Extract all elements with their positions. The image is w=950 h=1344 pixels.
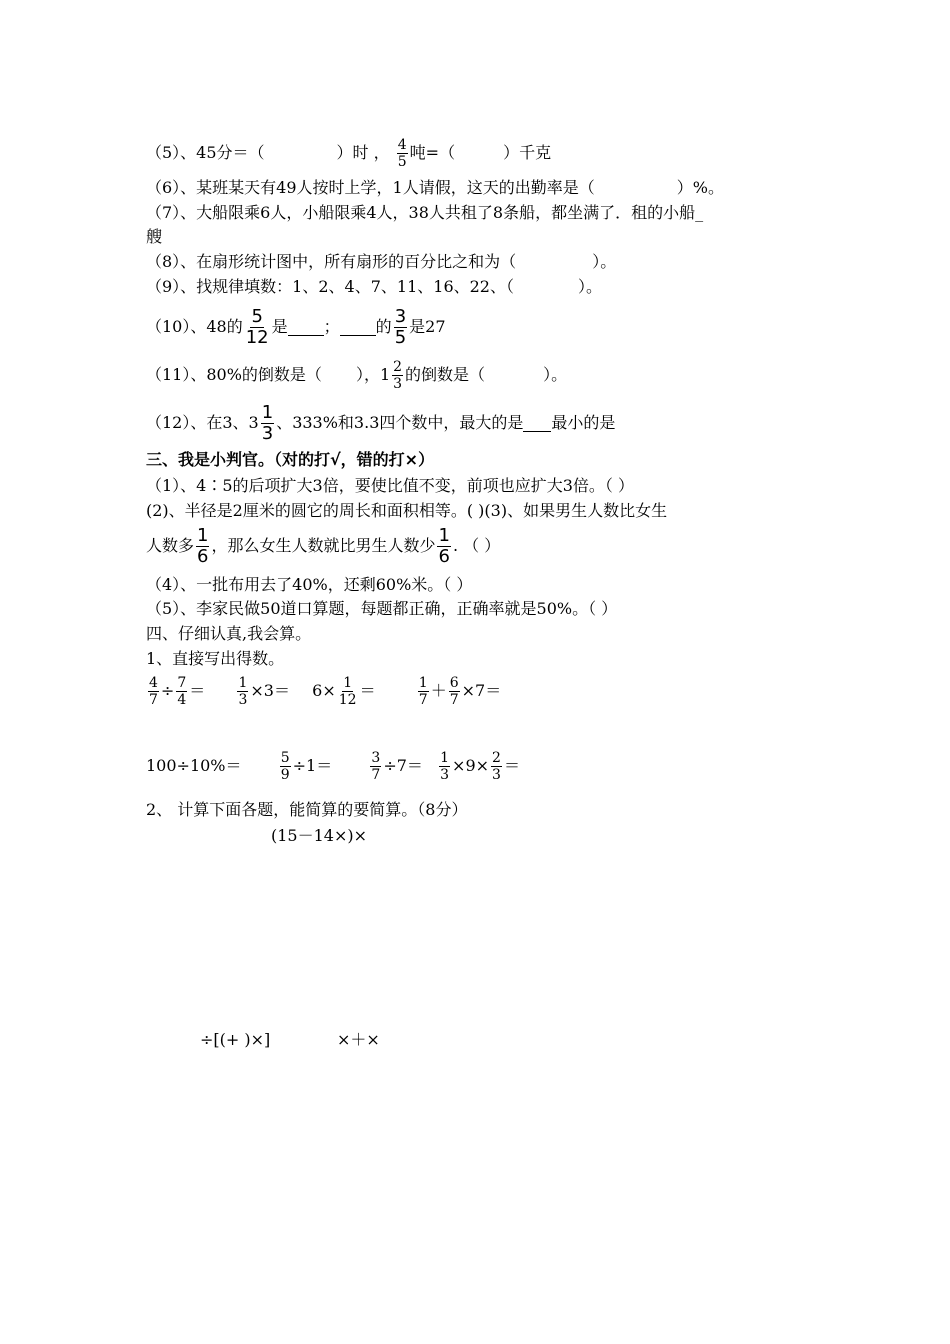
question-8: （8）、在扇形统计图中，所有扇形的百分比之和为（ ）。 — [146, 252, 617, 271]
fraction: $\frac{3}{5}$ — [394, 306, 407, 348]
calc-row-2: 100÷10%＝ $\frac{5}{9}$ ÷1＝ $\frac{3}{7}$ ÷7＝ $\frac{1}{3}$ ×9× $\frac{2}{3}$ ＝ — [146, 750, 520, 783]
expression-3: ×＋× — [337, 1030, 380, 1049]
section-4-title: 四、仔细认真,我会算。 — [146, 624, 312, 643]
fraction: $\frac{1}{6}$ — [438, 525, 450, 567]
fraction: $\frac{1}{7}$ — [418, 675, 428, 708]
fraction: $\frac{2}{3}$ — [393, 359, 403, 392]
fraction: $\frac{1}{3}$ — [261, 402, 274, 444]
expression-1: (15－14×)× — [271, 826, 368, 845]
calc-row-1: $\frac{4}{7}$ ÷ $\frac{7}{4}$ ＝ $\frac{1}{3}$ ×3＝ 6× $\frac{1}{12}$ ＝ $\frac{1}{7}$ ＋ $\frac{6}{7}$ ×7＝ — [149, 675, 502, 708]
judge-5: （5）、李家民做50道口算题，每题都正确，正确率就是50%。（ ） — [146, 599, 618, 618]
answer-blank[interactable] — [523, 415, 551, 432]
fraction: $\frac{4}{5}$ — [397, 137, 407, 170]
calc-1-title: 1、直接写出得数。 — [146, 649, 285, 668]
question-7: （7）、大船限乘6人，小船限乘4人，38人共租了8条船，都坐满了．租的小船_ — [146, 203, 704, 222]
question-10: （10）、48的 $\frac{5}{12}$ 是 ； 的 $\frac{3}{5}$ 是27 — [146, 306, 446, 348]
judge-1: （1）、4∶5的后项扩大3倍，要使比值不变，前项也应扩大3倍。（ ） — [146, 476, 634, 495]
fraction: $\frac{1}{3}$ — [238, 675, 248, 708]
fraction: $\frac{4}{7}$ — [149, 675, 158, 708]
judge-2: (2)、半径是2厘米的圆它的周长和面积相等。( )(3)、如果男生人数比女生 — [146, 501, 668, 520]
question-12: （12）、在3、3 $\frac{1}{3}$ 、333%和3.3四个数中，最大的是 最小的是 — [146, 402, 616, 444]
fraction: $\frac{5}{9}$ — [280, 750, 290, 783]
fraction: $\frac{1}{3}$ — [440, 750, 450, 783]
question-11: （11）、80%的倒数是（ ），1 $\frac{2}{3}$ 的倒数是（ ）。 — [146, 359, 568, 392]
fraction: $\frac{1}{12}$ — [338, 675, 357, 708]
question-6: （6）、某班某天有49人按时上学，1人请假，这天的出勤率是（ ）%。 — [146, 178, 724, 197]
fraction: $\frac{2}{3}$ — [492, 750, 501, 783]
judge-3: 人数多 $\frac{1}{6}$ ，那么女生人数就比男生人数少 $\frac{1}{6}$ . （ ） — [146, 525, 501, 567]
question-7-cont: 艘 — [146, 227, 163, 246]
answer-blank[interactable] — [288, 319, 324, 336]
question-9: （9）、找规律填数：1、2、4、7、11、16、22、（ ）。 — [146, 277, 602, 296]
expression-2: ÷[(+ )×] — [200, 1030, 271, 1049]
calc-2-title: 2、 计算下面各题，能简算的要简算。（8分） — [146, 800, 468, 819]
fraction: $\frac{5}{12}$ — [245, 306, 269, 348]
fraction: $\frac{3}{7}$ — [371, 750, 381, 783]
fraction: $\frac{6}{7}$ — [449, 675, 459, 708]
question-5: （5）、45分＝（ ）时 ， $\frac{4}{5}$ 吨=（ ）千克 — [146, 137, 552, 170]
answer-blank[interactable] — [340, 319, 376, 336]
fraction: $\frac{1}{6}$ — [197, 525, 209, 567]
fraction: $\frac{7}{4}$ — [177, 675, 187, 708]
judge-4: （4）、一批布用去了40%，还剩60%米。（ ） — [146, 575, 473, 594]
section-3-title: 三、我是小判官。（对的打√，错的打×） — [146, 450, 435, 469]
